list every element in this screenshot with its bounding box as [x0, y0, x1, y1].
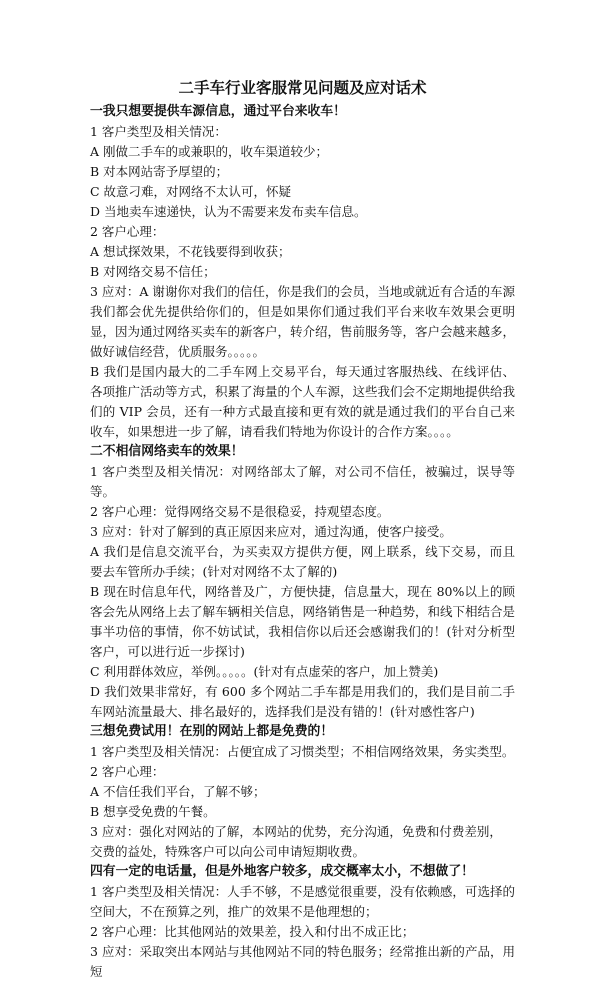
- paragraph: 2 客户心理：: [90, 224, 165, 239]
- paragraph: B 对网络交易不信任；: [90, 264, 216, 279]
- section-heading: 四有一定的电话量，但是外地客户较多，成交概率太小，不想做了！: [90, 864, 474, 879]
- paragraph: A 想试探效果，不花钱要得到收获；: [90, 244, 291, 259]
- paragraph: 1 客户类型及相关情况：: [90, 124, 227, 139]
- paragraph: C 利用群体效应，举例。。。。。(针对有点虚荣的客户，加上赞美): [90, 664, 439, 679]
- paragraph: 3 应对：A 谢谢你对我们的信任，你是我们的会员，当地或就近有合适的车源我们都会优先提供给你们的，但是如果你们通过我们平台来收车效果会更明显，因为通过网络买卖车的新客户，转介绍，售前服务等，客户会越来越多，做好诚信经营，优质服务。。。。。: [90, 284, 516, 359]
- paragraph: D 当地卖车速递快，认为不需要来发布卖车信息。: [90, 204, 367, 219]
- paragraph: B 想享受免费的午餐。: [90, 804, 216, 819]
- section-2: [90, 442, 515, 722]
- paragraph: B 对本网站寄予厚望的；: [90, 164, 229, 179]
- paragraph: A 不信任我们平台，了解不够；: [90, 784, 266, 799]
- paragraph: A 刚做二手车的或兼职的，收车渠道较少；: [90, 144, 329, 159]
- section-heading: 三想免费试用！在别的网站上都是免费的！: [90, 724, 334, 739]
- paragraph: A 我们是信息交流平台，为买卖双方提供方便，网上联系，线下交易，而且要去车管所办手续；(针对对网络不太了解的): [90, 544, 515, 579]
- paragraph: C 故意刁难，对网络不太认可，怀疑: [90, 184, 292, 199]
- paragraph: 1 客户类型及相关情况：人手不够，不是感觉很重要，没有依赖感，可选择的空间大，不在预算之列，推广的效果不是他理想的；: [90, 884, 515, 919]
- section-4: [90, 862, 515, 982]
- paragraph: B 现在时信息年代，网络普及广，方便快捷，信息量大，现在 80%以上的顾客会先从网络上去了解车辆相关信息，网络销售是一种趋势，和线下相结合是事半功倍的事情，你不妨试试，我相信你以后还会感谢我们的！(针对分析型客户，可以进行近一步探讨): [90, 584, 516, 659]
- section-1: [90, 102, 515, 442]
- paragraph: 2 客户心理：: [90, 764, 165, 779]
- paragraph: B 我们是国内最大的二手车网上交易平台，每天通过客服热线、在线评估、各项推广活动等方式，积累了海量的个人车源，这些我们会不定期地提供给我们的 VIP 会员，还有一种方式最直接和更有效的就是通过我们的平台自己来收车，如果想进一步了解，请看我们特地为你设计的合作方案。。。。: [90, 364, 516, 439]
- paragraph: 2 客户心理：觉得网络交易不是很稳妥，持观望态度。: [90, 504, 390, 519]
- paragraph: D 我们效果非常好，有 600 多个网站二手车都是用我们的，我们是目前二手车网站流量最大、排名最好的，选择我们是没有错的！(针对感性客户): [90, 684, 515, 719]
- section-heading: 二不相信网络卖车的效果！: [90, 444, 244, 459]
- document-title: 二手车行业客服常见问题及应对话术: [178, 78, 427, 97]
- document-body: [90, 78, 515, 982]
- paragraph: 3 应对：针对了解到的真正原因来应对，通过沟通，使客户接受。: [90, 524, 452, 539]
- paragraph: 交费的益处，特殊客户可以向公司申请短期收费。: [90, 844, 366, 859]
- paragraph: 2 客户心理：比其他网站的效果差，投入和付出不成正比；: [90, 924, 415, 939]
- paragraph: 1 客户类型及相关情况：占便宜成了习惯类型；不相信网络效果，务实类型。: [90, 744, 515, 759]
- paragraph: 1 客户类型及相关情况：对网络部太了解，对公司不信任，被骗过，误导等等。: [90, 464, 515, 499]
- section-3: [90, 722, 515, 862]
- section-heading: 一我只想要提供车源信息，通过平台来收车！: [90, 104, 346, 119]
- paragraph: 3 应对：采取突出本网站与其他网站不同的特色服务；经常推出新的产品，用短: [90, 944, 515, 979]
- paragraph: 3 应对：强化对网站的了解，本网站的优势，充分沟通，免费和付费差别，: [90, 824, 502, 839]
